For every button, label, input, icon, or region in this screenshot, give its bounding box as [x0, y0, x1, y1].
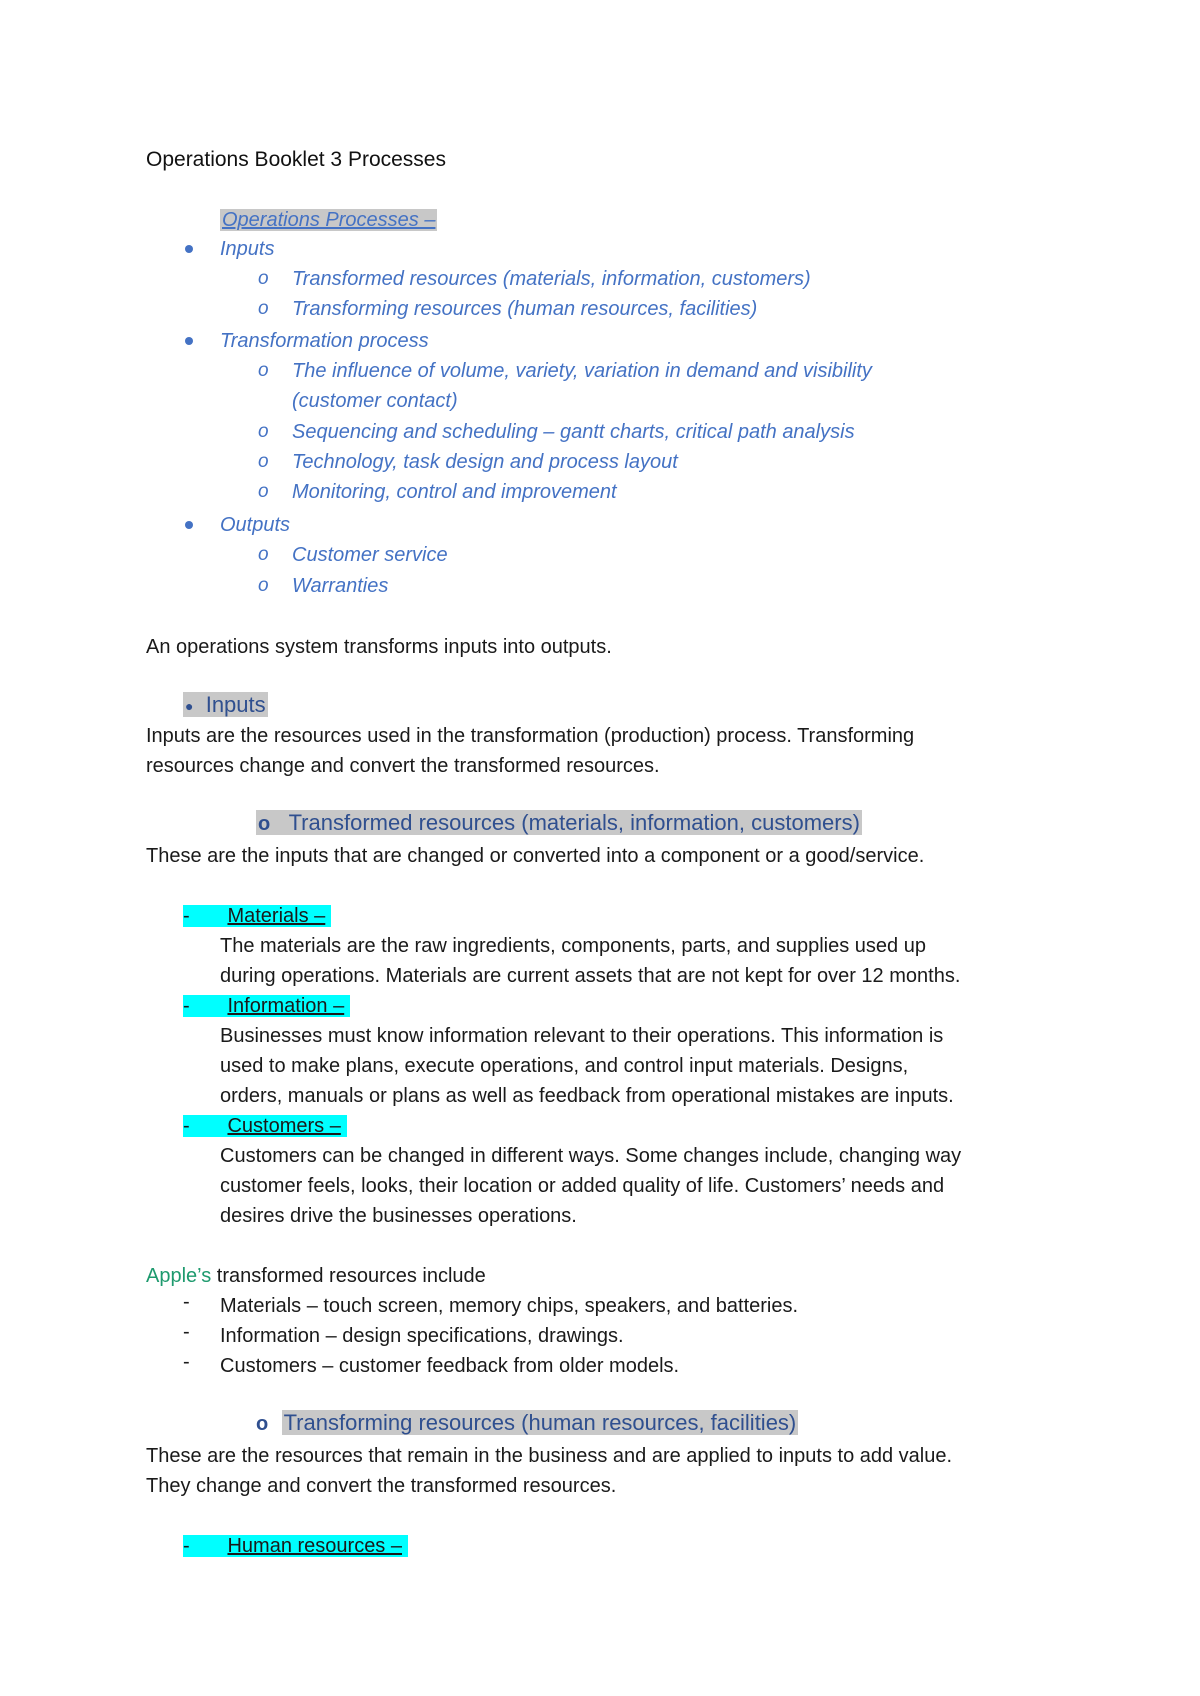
dash-bullet-icon: - [183, 1291, 190, 1313]
toc-item-transformation: Transformation process [220, 330, 429, 352]
information-label: - Information – [183, 991, 350, 1021]
sub-bullet-icon: o [258, 360, 269, 381]
intro-paragraph: An operations system transforms inputs into outputs. [146, 636, 612, 658]
transforming-heading: o Transforming resources (human resources, facilities) [256, 1410, 797, 1435]
sub-bullet-icon: o [258, 451, 269, 472]
inputs-paragraph-line: Inputs are the resources used in the transformation (production) process. Transforming [146, 725, 915, 747]
apple-brand: Apple’s [146, 1265, 212, 1287]
sub-bullet-icon: o [258, 268, 269, 289]
human-resources-label: - Human resources – [183, 1531, 408, 1561]
sub-bullet-icon: o [258, 298, 269, 319]
inputs-paragraph-line: resources change and convert the transformed resources. [146, 755, 660, 777]
sub-bullet-icon: o [258, 575, 269, 596]
toc-subitem: Monitoring, control and improvement [292, 481, 617, 503]
transformed-heading: o Transformed resources (materials, information, customers) [258, 810, 860, 835]
apple-list-item: Information – design specifications, drawings. [220, 1325, 624, 1347]
materials-text-line: The materials are the raw ingredients, components, parts, and supplies used up [220, 935, 926, 957]
toc-item-inputs: Inputs [220, 238, 275, 260]
toc-subitem: Technology, task design and process layout [292, 451, 678, 473]
toc-subitem: Transforming resources (human resources, facilities) [292, 298, 758, 320]
toc-subitem: Customer service [292, 544, 448, 566]
toc-subitem: The influence of volume, variety, variation in demand and visibility [292, 360, 872, 382]
toc-heading[interactable]: Operations Processes – [222, 209, 436, 231]
customers-text-line: Customers can be changed in different ways. Some changes include, changing way [220, 1145, 962, 1167]
dash-bullet-icon: - [183, 1351, 190, 1373]
information-text-line: Businesses must know information relevant to their operations. This information is [220, 1025, 944, 1047]
apple-intro: Apple’s transformed resources include [146, 1265, 486, 1287]
page-title: Operations Booklet 3 Processes [146, 148, 446, 171]
materials-text-line: during operations. Materials are current assets that are not kept for over 12 months. [220, 965, 961, 987]
materials-label: - Materials – [183, 901, 331, 931]
inputs-heading: ● Inputs [185, 692, 266, 717]
toc-subitem-continuation: (customer contact) [292, 390, 458, 412]
toc-subitem: Transformed resources (materials, information, customers) [292, 268, 811, 290]
bullet-icon [185, 337, 193, 345]
transforming-paragraph-line: They change and convert the transformed resources. [146, 1475, 617, 1497]
bullet-icon [185, 245, 193, 253]
information-text-line: orders, manuals or plans as well as feedback from operational mistakes are inputs. [220, 1085, 954, 1107]
information-text-line: used to make plans, execute operations, and control input materials. Designs, [220, 1055, 909, 1077]
customers-text-line: customer feels, looks, their location or added quality of life. Customers’ needs and [220, 1175, 945, 1197]
sub-bullet-icon: o [258, 481, 269, 502]
toc-subitem: Sequencing and scheduling – gantt charts, critical path analysis [292, 421, 855, 443]
transformed-description: These are the inputs that are changed or converted into a component or a good/service. [146, 845, 925, 867]
bullet-icon [185, 521, 193, 529]
dash-bullet-icon: - [183, 1321, 190, 1343]
transforming-paragraph-line: These are the resources that remain in the business and are applied to inputs to add value. [146, 1445, 953, 1467]
customers-text-line: desires drive the businesses operations. [220, 1205, 577, 1227]
apple-list-item: Materials – touch screen, memory chips, speakers, and batteries. [220, 1295, 799, 1317]
sub-bullet-icon: o [258, 421, 269, 442]
customers-label: - Customers – [183, 1111, 347, 1141]
toc-subitem: Warranties [292, 575, 389, 597]
sub-bullet-icon: o [258, 544, 269, 565]
apple-list-item: Customers – customer feedback from older models. [220, 1355, 680, 1377]
toc-item-outputs: Outputs [220, 514, 291, 536]
